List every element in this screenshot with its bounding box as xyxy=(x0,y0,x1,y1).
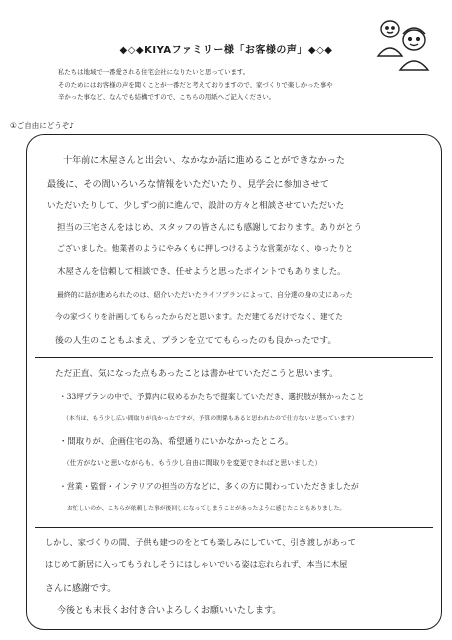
handwritten-line: 今の家づくりを計画してもらったからだと思います。ただ建てるだけでなく、建てた xyxy=(55,312,343,321)
handwritten-line: はじめて新居に入ってもうれしそうにはしゃいでいる姿は忘れられず、本当に木屋 xyxy=(45,559,348,569)
handwritten-line: 最後に、その間いろいろな情報をいただいたり、見学会に参加させて xyxy=(47,180,329,190)
handwritten-comment xyxy=(27,135,441,629)
handwritten-line: ・営業・監督・インテリアの担当の方などに、多くの方に関わっていただきましたが xyxy=(59,482,359,491)
intro-line: そのためにはお客様の声を聞くことが一番だと考えておりますので、家づくりで楽しかった事や xyxy=(58,80,333,89)
handwritten-line: ・33坪プランの中で、予算内に収めるかたちで提案していただき、選択肢が無かったこと xyxy=(59,392,365,401)
handwritten-line: 後の人生のこともふまえ、プランを立ててもらったのも良かったです。 xyxy=(55,336,337,346)
handwritten-line: ただ正直、気になった点もあったことは書かせていただこうと思います。 xyxy=(55,369,338,379)
handwritten-line: 今後とも末長くお付き合いよろしくお願いいたします。 xyxy=(57,606,282,616)
handwritten-line: 十年前に木屋さんと出会い、なかなか話に進めることができなかった xyxy=(63,156,345,166)
handwritten-line: ございました。他業者のようにやみくもに押しつけるような営業がなく、ゆったりと xyxy=(57,244,354,253)
handwritten-line: いただいたりして、少しずつ前に進んで、設計の方々と相談させていただいた xyxy=(47,201,345,211)
handwritten-line: お忙しいのか、こちらが依頼した事が後回しになってしまうことがあったように感じたこともありました。 xyxy=(67,506,346,512)
section-label: ①ご自由にどうぞ♪ xyxy=(10,121,75,130)
handwritten-line: （仕方がないと思いながらも、もう少し自由に間取りを変更できればと思いました） xyxy=(63,459,322,467)
divider-line xyxy=(35,527,433,528)
comment-box xyxy=(26,134,442,630)
intro-line: 私たちは地域で一番愛される住宅会社になりたいと思っています。 xyxy=(58,68,250,76)
divider-line xyxy=(35,357,433,358)
handwritten-line: さんに感謝です。 xyxy=(45,584,117,594)
handwritten-line: 木屋さんを信頼して相談でき、任せようと思ったポイントでもありました。 xyxy=(57,267,346,277)
intro-line: 辛かった事など、なんでも結構ですので、こちらの用紙へご記入ください。 xyxy=(58,93,276,102)
intro-text xyxy=(58,66,398,104)
page-title: ◆◇◆KIYAファミリー様「お客様の声」◆◇◆ xyxy=(119,45,333,56)
handwritten-line: ・間取りが、企画住宅の為、希望通りにいかなかったところ。 xyxy=(59,436,294,446)
handwritten-line: 最終的に話が進められたのは、紹介いただいたライフプランによって、自分達の身の丈にあった xyxy=(57,291,353,299)
handwritten-line: 担当の三宅さんをはじめ、スタッフの皆さんにも感謝しております。ありがとう xyxy=(57,223,362,233)
handwritten-line: （本当は、もう少し広い間取りが良かったですが、予算の関係もあると思われたので仕方ないと思っています） xyxy=(63,416,358,422)
handwritten-line: しかし、家づくりの間、子供も建つのをとても楽しみにしていて、引き渡しがあって xyxy=(45,537,356,547)
